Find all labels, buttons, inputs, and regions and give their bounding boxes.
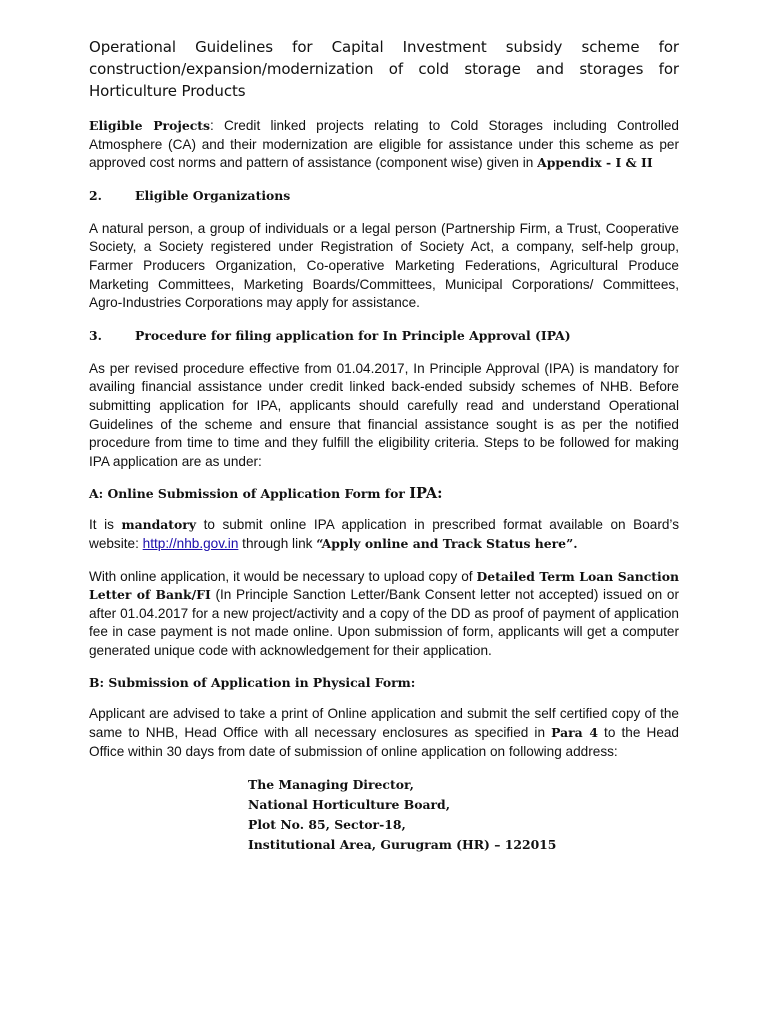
section-3-title: Procedure for filing application for In Principle Approval (IPA) (135, 327, 571, 343)
mandatory-emphasis: mandatory (121, 517, 197, 533)
section-a-p1-start: It is (89, 517, 122, 533)
para-4-reference: Para 4 (551, 725, 598, 741)
section-b-p-start: Applicant are advised to take a print of Online application and submit the self certified copy of the same to NHB, Head Office with all necessary enclosures as specified in (89, 706, 679, 741)
section-2-heading (89, 187, 679, 205)
section-a-paragraph-2 (89, 568, 679, 661)
eligible-projects-paragraph (89, 117, 679, 173)
section-3-heading (89, 327, 679, 345)
section-b-paragraph (89, 705, 679, 761)
section-a-heading (89, 485, 679, 503)
section-a-paragraph-1 (89, 516, 679, 553)
address-line-4: Institutional Area, Gurugram (HR) – 122015 (248, 836, 557, 852)
nhb-website-link[interactable]: http://nhb.gov.in (142, 535, 239, 551)
document-title: Operational Guidelines for Capital Investment subsidy scheme for construction/expansion/modernization of cold storage and storages for Horticulture Products (89, 38, 679, 100)
section-a-p1-mid: to submit online IPA application in prescribed format available on Board’s website: (89, 517, 679, 551)
section-a-heading-ipa: IPA: (409, 485, 443, 503)
section-a-p2-start: With online application, it would be necessary to upload copy of (89, 568, 477, 584)
section-2-title: Eligible Organizations (135, 187, 291, 203)
eligible-projects-text: : Credit linked projects relating to Cold Storages including Controlled Atmosphere (CA) and their modernization are eligible for assistance under this scheme as per approved cost norms and pattern of assistance (component wise) given in (89, 118, 679, 171)
section-2-paragraph: A natural person, a group of individuals or a legal person (Partnership Firm, a Trust, Cooperative Society, a Society registered under Registration of Society Act, a company, self-help group, Farmer Producers Organization, Co-operative Marketing Federations, Agricultural Produce Marketing Committees, Marketing Boards/Committees, Municipal Corporations/ Committees, Agro-Industries Corporations may apply for assistance. (89, 220, 679, 311)
address-block (248, 775, 679, 854)
section-b-heading: B: Submission of Application in Physical Form: (89, 675, 416, 691)
section-b-p-rest: to the Head Office within 30 days from date of submission of online application on following address: (89, 725, 679, 759)
section-a-p1-after-link: through link (238, 535, 317, 551)
section-a-p2-rest: (In Principle Sanction Letter/Bank Consent letter not accepted) issued on or after 01.04.2017 for a new project/activity and a copy of the DD as proof of payment of application fee in case payment is not made online. Upon submission of form, applicants will get a computer generated unique code with acknowledgement for their application. (89, 587, 679, 658)
section-3-number: 3. (89, 327, 102, 343)
section-3-paragraph: As per revised procedure effective from 01.04.2017, In Principle Approval (IPA) is mandatory for availing financial assistance under credit linked back-ended subsidy schemes of NHB. Before submitting application for IPA, applicants should carefully read and understand Operational Guidelines of the scheme and ensure that financial assistance sought is as per the notified procedure from time to time and they fulfill the eligibility criteria. Steps to be followed for making IPA application are as under: (89, 360, 679, 469)
section-a-heading-text: A: Online Submission of Application Form for (89, 486, 410, 502)
eligible-projects-label: Eligible Projects (89, 118, 210, 133)
address-line-1: The Managing Director, (248, 777, 414, 793)
appendix-reference: Appendix - I & II (537, 155, 653, 171)
address-line-3: Plot No. 85, Sector-18, (248, 816, 406, 832)
section-2-number: 2. (89, 187, 102, 203)
address-line-2: National Horticulture Board, (248, 797, 451, 813)
apply-online-link-name: “Apply online and Track Status here”. (316, 535, 578, 551)
sanction-letter-emphasis: Detailed Term Loan Sanction Letter of Bank/FI (89, 568, 679, 603)
